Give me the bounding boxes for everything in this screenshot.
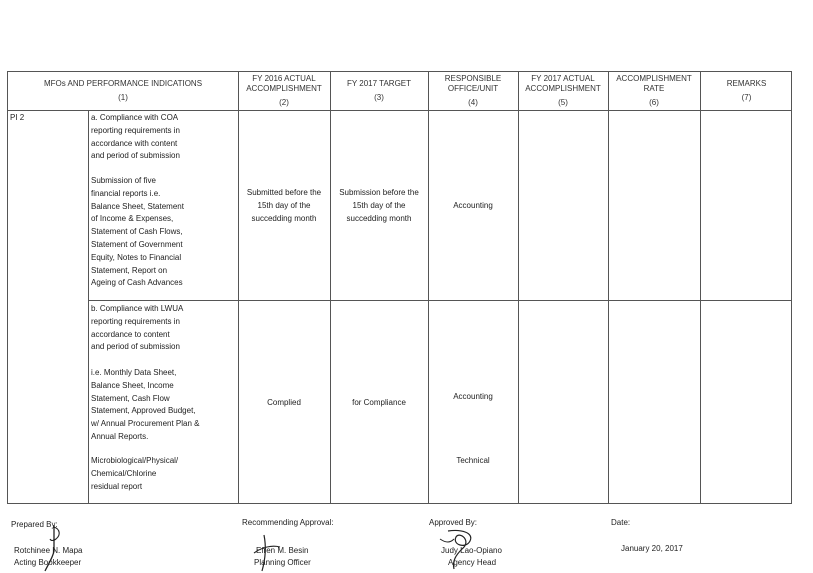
header-remarks <box>700 72 793 110</box>
header-label: MFOs AND PERFORMANCE INDICATIONS <box>43 79 203 88</box>
indicator-coa: a. Compliance with COA reporting requirements in accordance with content and period of submission <box>91 113 180 161</box>
column-divider <box>238 72 239 503</box>
header-mfos <box>8 72 238 110</box>
row-label: PI 2 <box>10 113 25 122</box>
indicator-coa-details: Submission of five financial reports i.e. Balance Sheet, Statement of Income & Expenses, Statement of Cash Flows, Statement of Government Equity, Notes to Financial Statement, Report on Ageing of Cash Advances <box>91 176 184 288</box>
header-label: FY 2017 TARGET <box>346 79 412 88</box>
approved-title: Agency Head <box>448 558 497 567</box>
date-value: January 20, 2017 <box>621 544 683 553</box>
office-lwua: Accounting <box>453 392 493 401</box>
header-fy2017-target <box>330 72 428 110</box>
approved-name: Judy Lao-Opiano <box>441 546 502 555</box>
header-number: (5) <box>558 97 568 107</box>
header-rate <box>608 72 700 110</box>
header-label: FY 2017 ACTUAL ACCOMPLISHMENT <box>525 73 601 94</box>
header-office <box>428 72 518 110</box>
header-fy2017-actual <box>518 72 608 110</box>
header-number: (1) <box>118 92 128 102</box>
header-fy2016 <box>238 72 330 110</box>
target-coa: Submission before the 15th day of the succedding month <box>339 188 419 223</box>
column-divider <box>608 72 609 503</box>
header-number: (7) <box>741 92 752 102</box>
office-coa: Accounting <box>453 201 493 210</box>
office-technical: Technical <box>456 456 490 465</box>
header-number: (4) <box>468 97 478 107</box>
recommending-name: Efren M. Besin <box>256 546 309 555</box>
recommending-title: Planning Officer <box>254 558 311 567</box>
date-label: Date: <box>611 518 631 527</box>
row-divider <box>88 300 791 301</box>
indicator-lab-details: Microbiological/Physical/ Chemical/Chlorine residual report <box>91 456 179 491</box>
column-divider <box>518 72 519 503</box>
column-divider <box>88 110 89 503</box>
fy2016-lwua: Complied <box>267 398 301 407</box>
target-lwua: for Compliance <box>352 398 406 407</box>
fy2016-coa: Submitted before the 15th day of the succedding month <box>246 188 322 223</box>
header-label: RESPONSIBLE OFFICE/UNIT <box>444 73 502 94</box>
performance-table <box>7 71 792 504</box>
header-divider <box>8 110 791 111</box>
prepared-by-name: Rotchinee N. Mapa <box>14 546 83 555</box>
header-label: FY 2016 ACTUAL ACCOMPLISHMENT <box>246 73 322 94</box>
indicator-lwua: b. Compliance with LWUA reporting requirements in accordance to content and period of submission <box>91 304 184 352</box>
approved-label: Approved By: <box>429 518 478 527</box>
prepared-by-label: Prepared By: <box>11 520 58 529</box>
column-divider <box>330 72 331 503</box>
header-label: ACCOMPLISHMENT RATE <box>616 73 692 94</box>
recommending-label: Recommending Approval: <box>242 518 334 527</box>
header-number: (6) <box>649 97 659 107</box>
header-number: (2) <box>279 97 289 107</box>
indicator-lwua-details: i.e. Monthly Data Sheet, Balance Sheet, Income Statement, Cash Flow Statement, Approved Budget, w/ Annual Procurement Plan & Annual Reports. <box>91 368 200 441</box>
header-number: (3) <box>374 92 384 102</box>
prepared-by-title: Acting Bookkeeper <box>14 558 82 567</box>
column-divider <box>700 72 701 503</box>
header-label: REMARKS <box>726 79 767 88</box>
column-divider <box>428 72 429 503</box>
